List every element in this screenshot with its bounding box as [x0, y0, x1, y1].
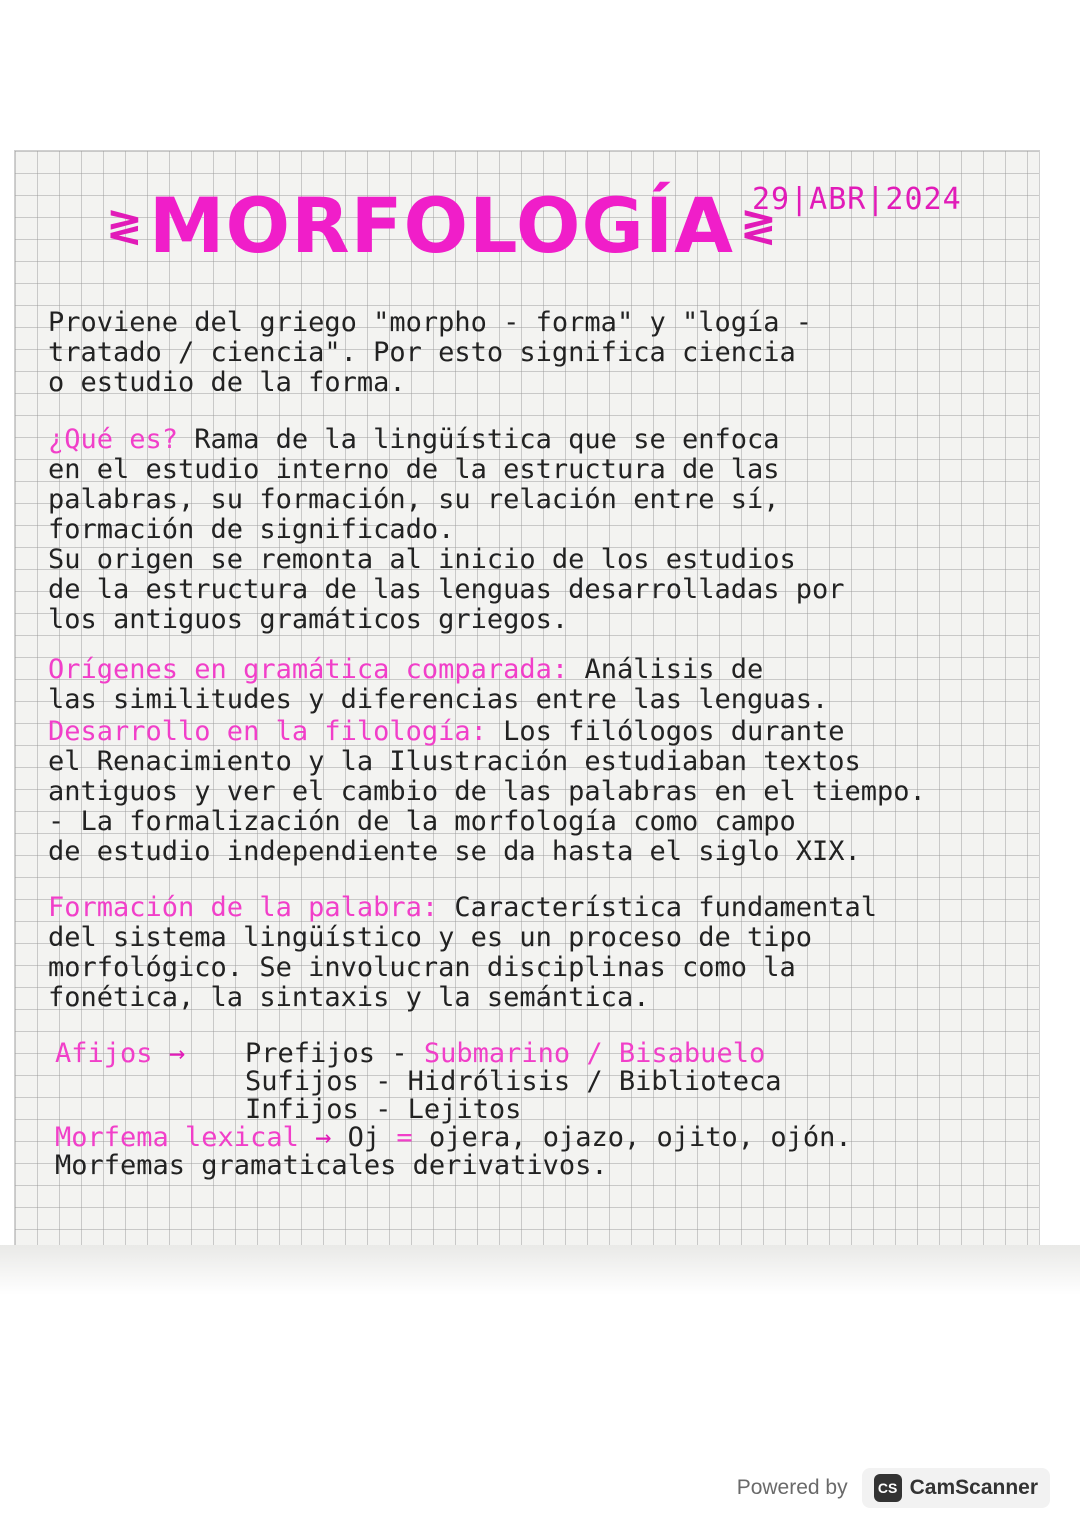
que-es-line: en el estudio interno de la estructura de las [48, 454, 780, 485]
intro-line: tratado / ciencia". Por esto significa ciencia [48, 337, 796, 368]
morfema-lexical-heading: Morfema lexical [55, 1122, 299, 1153]
formacion-sep: : [421, 892, 439, 923]
title-deco-left: ≷ [106, 199, 143, 251]
afijo-examples: Submarino / Bisabuelo [423, 1038, 766, 1069]
note-date: 29|ABR|2024 [752, 182, 962, 217]
que-es-line: palabras, su formación, su relación entre sí, [48, 484, 780, 515]
morfema-root: Oj [347, 1122, 381, 1153]
morfema-examples: ojera, ojazo, ojito, ojón. [428, 1122, 852, 1153]
afijo-row-prefijos [245, 1040, 765, 1068]
desarrollo-line: Los filólogos durante [486, 716, 845, 747]
afijo-examples: Hidrólisis / Biblioteca [407, 1066, 782, 1097]
desarrollo-line: de estudio independiente se da hasta el siglo XIX. [48, 836, 861, 867]
desarrollo-line: antiguos y ver el cambio de las palabras en el tiempo. [48, 776, 926, 807]
intro-line: Proviene del griego "morpho - forma" y "logía - [48, 307, 813, 338]
que-es-line: los antiguos gramáticos griegos. [48, 604, 569, 635]
desarrollo-section [48, 717, 1033, 867]
formacion-heading: Formación de la palabra [48, 892, 422, 923]
afijo-examples: Lejitos [407, 1094, 522, 1125]
desarrollo-heading: Desarrollo en la filología [48, 716, 471, 747]
afijo-dash: - [375, 1066, 392, 1097]
morfema-sep: = [396, 1122, 413, 1153]
title-area [100, 170, 783, 280]
camscanner-name: CamScanner [909, 1476, 1038, 1499]
formacion-line: del sistema lingüístico y es un proceso de tipo [48, 922, 813, 953]
afijo-name: Sufijos [245, 1066, 359, 1097]
origenes-line: las similitudes y diferencias entre las lenguas. [48, 684, 829, 715]
que-es-line: de la estructura de las lenguas desarrolladas por [48, 574, 845, 605]
formacion-section [48, 893, 1033, 1013]
que-es-line: Su origen se remonta al inicio de los estudios [48, 544, 796, 575]
que-es-heading: ¿Qué es? [48, 424, 179, 455]
morfema-lexical-arrow: → [315, 1122, 332, 1153]
page-title: MORFOLOGÍA [148, 180, 734, 270]
formacion-line: fonética, la sintaxis y la semántica. [48, 982, 650, 1013]
afijo-dash: - [391, 1038, 408, 1069]
origenes-heading: Orígenes en gramática comparada [48, 654, 552, 685]
origenes-section [48, 655, 1033, 715]
desarrollo-sep: : [470, 716, 487, 747]
origenes-line: Análisis de [568, 654, 764, 685]
afijo-row-sufijos [245, 1068, 781, 1096]
camscanner-badge [862, 1468, 1050, 1508]
afijo-row-infijos [245, 1096, 521, 1124]
afijo-dash: - [375, 1094, 392, 1125]
que-es-line: Rama de la lingüística que se enfoca [178, 424, 780, 455]
powered-by-text: Powered by [736, 1476, 848, 1499]
afijos-heading: Afijos [55, 1038, 153, 1069]
intro-paragraph [48, 308, 1033, 398]
que-es-section [48, 425, 1033, 635]
morfema-lexical-row [55, 1124, 1035, 1152]
formacion-line: morfológico. Se involucran disciplinas como la [48, 952, 796, 983]
afijo-name: Infijos [245, 1094, 359, 1125]
origenes-sep: : [551, 654, 569, 685]
afijo-name: Prefijos [245, 1038, 376, 1069]
camscanner-icon: CS [874, 1474, 902, 1502]
paper-shadow [0, 1245, 1080, 1295]
que-es-line: formación de significado. [48, 514, 455, 545]
desarrollo-line: - La formalización de la morfología como campo [48, 806, 796, 837]
morfemas-gramaticales: Morfemas gramaticales derivativos. [55, 1150, 608, 1181]
formacion-line: Característica fundamental [438, 892, 878, 923]
afijos-arrow: → [168, 1038, 186, 1069]
afijos-section [55, 1040, 1035, 1180]
intro-line: o estudio de la forma. [48, 367, 406, 398]
title-deco-right: ≷ [739, 199, 777, 251]
camscanner-watermark [737, 1468, 1050, 1508]
desarrollo-line: el Renacimiento y la Ilustración estudiaban textos [48, 746, 861, 777]
